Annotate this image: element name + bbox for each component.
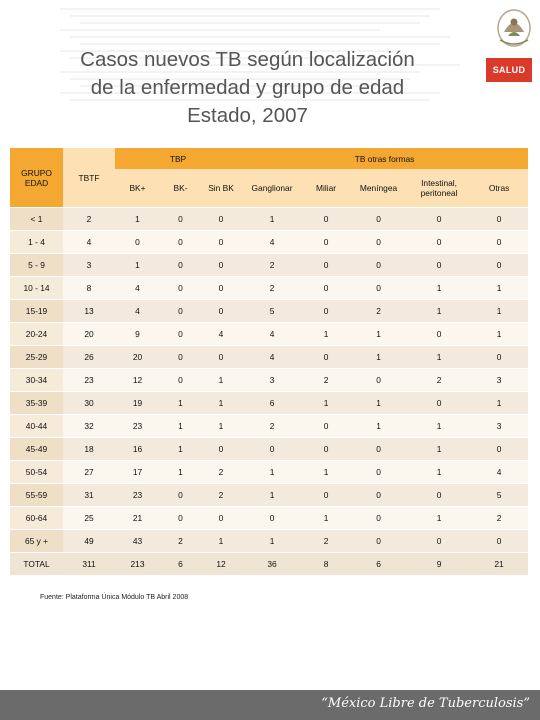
- age-group-cell: 5 - 9: [10, 254, 63, 277]
- value-cell: 0: [349, 277, 408, 300]
- value-cell: 0: [349, 461, 408, 484]
- value-cell: 0: [201, 254, 241, 277]
- value-cell: 0: [470, 254, 528, 277]
- value-cell: 1: [470, 277, 528, 300]
- value-cell: 23: [63, 369, 115, 392]
- table-row: [10, 208, 528, 231]
- value-cell: 1: [201, 415, 241, 438]
- value-cell: 1: [303, 461, 349, 484]
- age-group-cell: 45-49: [10, 438, 63, 461]
- subheader-cell: Miliar: [303, 169, 349, 208]
- value-cell: 0: [303, 438, 349, 461]
- value-cell: 1: [303, 507, 349, 530]
- value-cell: 1: [470, 323, 528, 346]
- value-cell: 0: [408, 208, 470, 231]
- table-row: [10, 277, 528, 300]
- page-title: [20, 46, 475, 130]
- coat-of-arms-icon: [490, 6, 538, 50]
- value-cell: 0: [303, 277, 349, 300]
- value-cell: 9: [115, 323, 160, 346]
- value-cell: 1: [303, 323, 349, 346]
- value-cell: 19: [115, 392, 160, 415]
- value-cell: 4: [241, 231, 303, 254]
- value-cell: 0: [303, 300, 349, 323]
- value-cell: 5: [241, 300, 303, 323]
- value-cell: 0: [115, 231, 160, 254]
- age-group-cell: < 1: [10, 208, 63, 231]
- table-row: [10, 507, 528, 530]
- value-cell: 1: [349, 415, 408, 438]
- value-cell: 0: [408, 323, 470, 346]
- tb-cases-table: [10, 148, 528, 575]
- subheader-cell: BK-: [160, 169, 201, 208]
- value-cell: 0: [160, 484, 201, 507]
- table-row: [10, 369, 528, 392]
- value-cell: 20: [63, 323, 115, 346]
- value-cell: 6: [241, 392, 303, 415]
- value-cell: 1: [349, 346, 408, 369]
- value-cell: 0: [201, 300, 241, 323]
- value-cell: 32: [63, 415, 115, 438]
- footer-slogan: “México Libre de Tuberculosis”: [321, 696, 530, 711]
- value-cell: 0: [349, 231, 408, 254]
- value-cell: 2: [303, 530, 349, 553]
- value-cell: 0: [349, 530, 408, 553]
- value-cell: 1: [201, 530, 241, 553]
- value-cell: 0: [349, 507, 408, 530]
- value-cell: 31: [63, 484, 115, 507]
- value-cell: 0: [160, 277, 201, 300]
- value-cell: 1: [160, 392, 201, 415]
- value-cell: 6: [349, 553, 408, 576]
- table-row: [10, 484, 528, 507]
- value-cell: 3: [241, 369, 303, 392]
- header-tbp: TBP: [115, 148, 241, 169]
- value-cell: 0: [241, 438, 303, 461]
- table-row: [10, 415, 528, 438]
- value-cell: 213: [115, 553, 160, 576]
- value-cell: 1: [241, 530, 303, 553]
- value-cell: 1: [160, 438, 201, 461]
- value-cell: 1: [408, 415, 470, 438]
- value-cell: 0: [470, 208, 528, 231]
- value-cell: 1: [115, 254, 160, 277]
- age-group-cell: 10 - 14: [10, 277, 63, 300]
- value-cell: 4: [201, 323, 241, 346]
- value-cell: 1: [115, 208, 160, 231]
- value-cell: 0: [470, 231, 528, 254]
- title-line-3: Estado, 2007: [187, 104, 308, 127]
- header-other-forms: TB otras formas: [241, 148, 528, 169]
- value-cell: 2: [160, 530, 201, 553]
- value-cell: 2: [241, 254, 303, 277]
- value-cell: 1: [160, 415, 201, 438]
- value-cell: 1: [408, 346, 470, 369]
- table-row: [10, 530, 528, 553]
- background-stripe: [70, 15, 430, 17]
- value-cell: 36: [241, 553, 303, 576]
- value-cell: 0: [160, 507, 201, 530]
- age-group-cell: 55-59: [10, 484, 63, 507]
- value-cell: 20: [115, 346, 160, 369]
- value-cell: 1: [408, 300, 470, 323]
- age-group-cell: 50-54: [10, 461, 63, 484]
- background-stripe: [70, 36, 450, 38]
- age-group-cell: 30-34: [10, 369, 63, 392]
- age-group-cell: 40-44: [10, 415, 63, 438]
- value-cell: 0: [408, 231, 470, 254]
- value-cell: 2: [241, 415, 303, 438]
- value-cell: 0: [160, 323, 201, 346]
- value-cell: 0: [160, 346, 201, 369]
- value-cell: 27: [63, 461, 115, 484]
- total-row: [10, 553, 528, 576]
- age-group-cell: 1 - 4: [10, 231, 63, 254]
- value-cell: 0: [349, 484, 408, 507]
- value-cell: 1: [160, 461, 201, 484]
- value-cell: 13: [63, 300, 115, 323]
- footer-bar: [0, 690, 540, 720]
- source-note: Fuente: Plataforma Única Módulo TB Abril 2008: [40, 594, 189, 601]
- background-stripe: [80, 22, 420, 24]
- value-cell: 1: [470, 392, 528, 415]
- value-cell: 3: [470, 369, 528, 392]
- value-cell: 9: [408, 553, 470, 576]
- value-cell: 1: [201, 369, 241, 392]
- table-row: [10, 300, 528, 323]
- value-cell: 1: [241, 461, 303, 484]
- value-cell: 1: [241, 208, 303, 231]
- value-cell: 23: [115, 415, 160, 438]
- table-row: [10, 254, 528, 277]
- age-group-cell: 35-39: [10, 392, 63, 415]
- value-cell: 0: [349, 369, 408, 392]
- background-stripe: [80, 43, 440, 45]
- value-cell: 1: [303, 392, 349, 415]
- value-cell: 2: [349, 300, 408, 323]
- value-cell: 4: [115, 300, 160, 323]
- value-cell: 2: [63, 208, 115, 231]
- value-cell: 0: [349, 254, 408, 277]
- value-cell: 4: [63, 231, 115, 254]
- age-group-cell: 25-29: [10, 346, 63, 369]
- table-row: [10, 231, 528, 254]
- value-cell: 12: [115, 369, 160, 392]
- value-cell: 0: [408, 254, 470, 277]
- age-group-cell: 15-19: [10, 300, 63, 323]
- value-cell: 0: [303, 346, 349, 369]
- value-cell: 0: [349, 438, 408, 461]
- value-cell: 2: [303, 369, 349, 392]
- value-cell: 0: [303, 254, 349, 277]
- value-cell: 311: [63, 553, 115, 576]
- value-cell: 4: [470, 461, 528, 484]
- value-cell: 1: [241, 484, 303, 507]
- background-stripe: [60, 8, 440, 10]
- value-cell: 6: [160, 553, 201, 576]
- value-cell: 0: [201, 438, 241, 461]
- header-tbtf: TBTF: [63, 148, 115, 208]
- value-cell: 0: [470, 530, 528, 553]
- value-cell: 8: [303, 553, 349, 576]
- value-cell: 0: [160, 254, 201, 277]
- value-cell: 0: [470, 438, 528, 461]
- table-row: [10, 392, 528, 415]
- value-cell: 0: [408, 392, 470, 415]
- age-group-cell: 60-64: [10, 507, 63, 530]
- salud-logo: SALUD: [486, 58, 532, 82]
- title-line-2: de la enfermedad y grupo de edad: [90, 76, 405, 99]
- value-cell: 0: [201, 507, 241, 530]
- value-cell: 26: [63, 346, 115, 369]
- value-cell: 1: [201, 392, 241, 415]
- value-cell: 21: [115, 507, 160, 530]
- table-row: [10, 346, 528, 369]
- value-cell: 16: [115, 438, 160, 461]
- value-cell: 0: [160, 369, 201, 392]
- subheader-cell: Meníngea: [349, 169, 408, 208]
- value-cell: 0: [303, 231, 349, 254]
- value-cell: 0: [201, 346, 241, 369]
- value-cell: 0: [303, 208, 349, 231]
- age-group-cell: 65 y +: [10, 530, 63, 553]
- value-cell: 1: [408, 277, 470, 300]
- value-cell: 4: [115, 277, 160, 300]
- value-cell: 2: [241, 277, 303, 300]
- value-cell: 12: [201, 553, 241, 576]
- value-cell: 30: [63, 392, 115, 415]
- subheader-cell: Ganglionar: [241, 169, 303, 208]
- value-cell: 1: [349, 392, 408, 415]
- value-cell: 0: [201, 208, 241, 231]
- value-cell: 0: [470, 346, 528, 369]
- value-cell: 0: [349, 208, 408, 231]
- value-cell: 0: [303, 484, 349, 507]
- value-cell: 8: [63, 277, 115, 300]
- value-cell: 4: [241, 323, 303, 346]
- value-cell: 0: [201, 231, 241, 254]
- value-cell: 43: [115, 530, 160, 553]
- value-cell: 2: [201, 461, 241, 484]
- value-cell: 1: [349, 323, 408, 346]
- value-cell: 23: [115, 484, 160, 507]
- value-cell: 0: [408, 484, 470, 507]
- age-group-cell: 20-24: [10, 323, 63, 346]
- subheader-cell: Sin BK: [201, 169, 241, 208]
- value-cell: 0: [201, 277, 241, 300]
- value-cell: 3: [470, 415, 528, 438]
- value-cell: 2: [408, 369, 470, 392]
- value-cell: 0: [160, 208, 201, 231]
- value-cell: 4: [241, 346, 303, 369]
- value-cell: 1: [408, 461, 470, 484]
- value-cell: 1: [408, 507, 470, 530]
- value-cell: 1: [470, 300, 528, 323]
- header-age-group: GRUPO EDAD: [10, 148, 63, 208]
- value-cell: 2: [201, 484, 241, 507]
- value-cell: 25: [63, 507, 115, 530]
- value-cell: 17: [115, 461, 160, 484]
- value-cell: 0: [408, 530, 470, 553]
- value-cell: 0: [303, 415, 349, 438]
- value-cell: 1: [408, 438, 470, 461]
- value-cell: 0: [160, 300, 201, 323]
- value-cell: 49: [63, 530, 115, 553]
- subheader-cell: Intestinal, peritoneal: [408, 169, 470, 208]
- value-cell: 0: [160, 231, 201, 254]
- age-group-cell: TOTAL: [10, 553, 63, 576]
- value-cell: 21: [470, 553, 528, 576]
- background-stripe: [60, 29, 380, 31]
- table-row: [10, 461, 528, 484]
- table-row: [10, 438, 528, 461]
- title-line-1: Casos nuevos TB según localización: [80, 48, 415, 71]
- value-cell: 2: [470, 507, 528, 530]
- value-cell: 5: [470, 484, 528, 507]
- value-cell: 0: [241, 507, 303, 530]
- subheader-cell: BK+: [115, 169, 160, 208]
- value-cell: 18: [63, 438, 115, 461]
- subheader-cell: Otras: [470, 169, 528, 208]
- table-row: [10, 323, 528, 346]
- value-cell: 3: [63, 254, 115, 277]
